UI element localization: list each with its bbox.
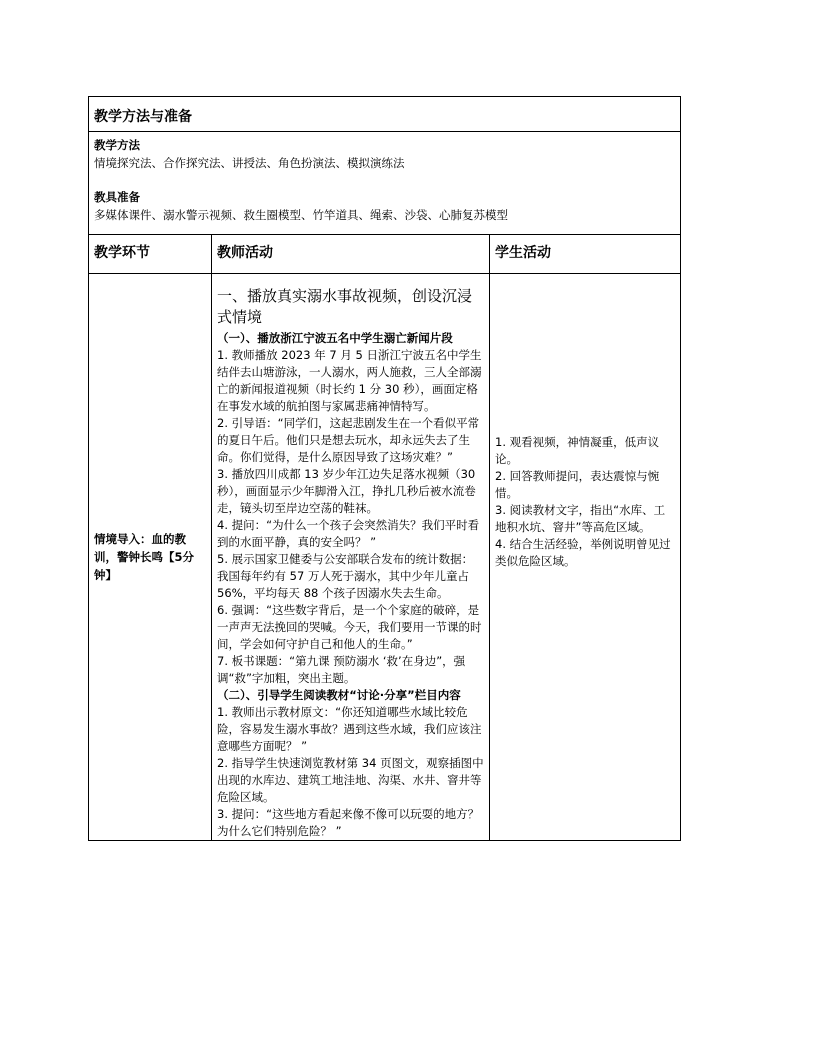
student-item-3: 3. 阅读教材文字，指出“水库、工地积水坑、窨井”等高危区域。 [495, 503, 666, 534]
teacher-subheading-1: （一）、播放浙江宁波五名中学生溺亡新闻片段 [217, 331, 453, 345]
teacher-step-6: 6. 强调：“这些数字背后，是一个个家庭的破碎，是一声声无法挽回的哭喊。今天，我们要用一节课的时间，学会如何守护自己和他人的生命。” [217, 603, 482, 651]
header-teacher: 教师活动 [212, 235, 490, 274]
preparation-cell [89, 132, 681, 235]
tools-text: 多媒体课件、溺水警示视频、救生圈模型、竹竿道具、绳索、沙袋、心肺复苏模型 [94, 208, 508, 222]
teacher-step-7: 7. 板书课题：“第九课 预防溺水 ‘救’在身边”，强调“救”字加粗，突出主题。 [217, 654, 466, 685]
teacher-step-1: 1. 教师播放 2023 年 7 月 5 日浙江宁波五名中学生结伴去山塘游泳，一人溺水，两人施救，三人全部溺亡的新闻报道视频（时长约 1 分 30 秒），画面定格在事发水域的航拍图与家属悲痛神情特写。 [217, 348, 482, 413]
teacher-reading-1: 1. 教师出示教材原文：“你还知道哪些水域比较危险，容易发生溺水事故？遇到这些水域，我们应该注意哪些方面呢？ ” [217, 705, 482, 753]
teacher-step-2: 2. 引导语：“同学们，这起悲剧发生在一个看似平常的夏日午后。他们只是想去玩水，却永远失去了生命。你们觉得，是什么原因导致了这场灾难？” [217, 416, 480, 464]
teacher-step-4: 4. 提问：“为什么一个孩子会突然消失？我们平时看到的水面平静，真的安全吗？ ” [217, 518, 480, 549]
teacher-heading: 一、播放真实溺水事故视频，创设沉浸式情境 [217, 287, 473, 326]
lesson-plan-table [88, 96, 681, 841]
preparation-row [89, 132, 681, 235]
header-student: 学生活动 [490, 235, 681, 274]
teacher-step-5: 5. 展示国家卫健委与公安部联合发布的统计数据：我国每年约有 57 万人死于溺水，其中少年儿童占 56%，平均每天 88 个孩子因溺水失去生命。 [217, 552, 474, 600]
methods-label: 教学方法 [94, 138, 140, 152]
methods-text: 情境探究法、合作探究法、讲授法、角色扮演法、模拟演练法 [94, 156, 405, 170]
header-stage: 教学环节 [89, 235, 212, 274]
spacer [94, 172, 675, 188]
teacher-subheading-2: （二）、引导学生阅读教材“讨论·分享”栏目内容 [217, 688, 461, 702]
teacher-reading-2: 2. 指导学生快速浏览教材第 34 页图文，观察插图中出现的水库边、建筑工地洼地、沟渠、水井、窨井等危险区域。 [217, 756, 484, 804]
student-item-4: 4. 结合生活经验，举例说明曾见过类似危险区域。 [495, 537, 671, 568]
stage-cell: 情境导入：血的教训，警钟长鸣【5分钟】 [89, 274, 212, 841]
table-row [89, 274, 681, 841]
section-title-row [89, 97, 681, 132]
student-item-2: 2. 回答教师提问，表达震惊与惋惜。 [495, 469, 660, 500]
teacher-step-3: 3. 播放四川成都 13 岁少年江边失足落水视频（30 秒），画面显示少年脚滑入江，挣扎几秒后被水流卷走，镜头切至岸边空荡的鞋袜。 [217, 467, 476, 515]
teacher-activity-cell [212, 274, 490, 841]
table-header-row [89, 235, 681, 274]
student-item-1: 1. 观看视频，神情凝重，低声议论。 [495, 435, 660, 466]
tools-label: 教具准备 [94, 190, 140, 204]
teacher-reading-3: 3. 提问：“这些地方看起来像不像可以玩耍的地方？为什么它们特别危险？ ” [217, 807, 480, 838]
student-activity-cell [490, 274, 681, 841]
section-title: 教学方法与准备 [89, 97, 681, 132]
